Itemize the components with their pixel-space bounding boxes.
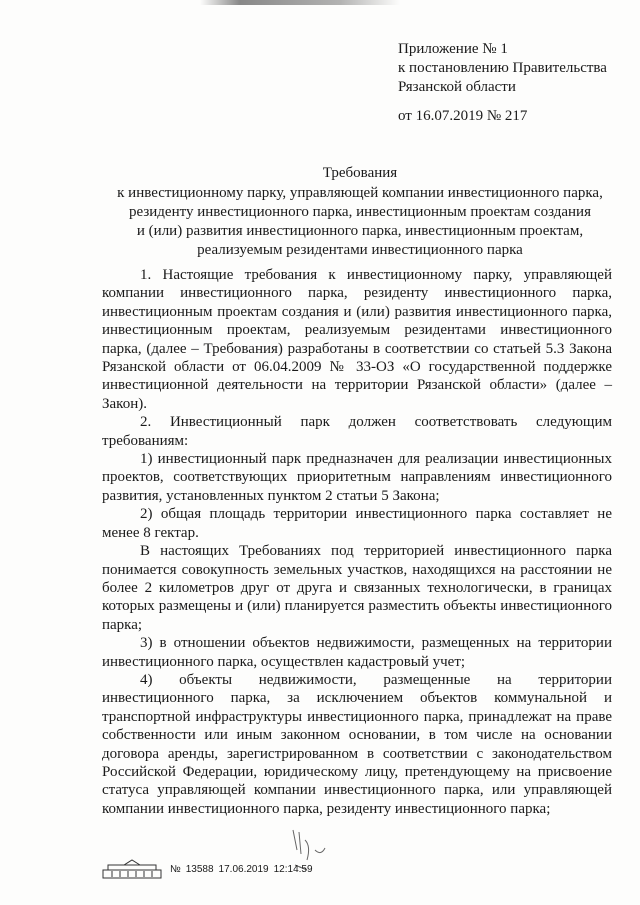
document-body (102, 266, 612, 818)
registration-number: 13588 (185, 863, 214, 875)
paragraph-6: 3) в отношении объектов недвижимости, размещенных на территории инвестиционного парка, осуществлен кадастровый учет; (102, 635, 612, 670)
attachment-header (398, 40, 607, 126)
attachment-date-number: от 16.07.2019 № 217 (398, 108, 528, 124)
title-sub-2: резиденту инвестиционного парка, инвестиционным проектам создания (129, 204, 591, 220)
attachment-line-1: Приложение № 1 (398, 41, 508, 57)
registration-date: 17.06.2019 (218, 863, 269, 875)
paragraph-1: 1. Настоящие требования к инвестиционному парку, управляющей компании инвестиционного парка, резиденту инвестиционного парка, инвестиционным проектам создания и (или) развития инвестиционного парка, инвестиционным проектам, реализуемым резидентами инвестиционного парка, (далее – Требования) разработаны в соответствии со статьей 5.3 Закона Рязанской области от 06.04.2009 № 33-ОЗ «О государственной поддержке инвестиционной деятельности на территории Рязанской области» (далее – Закон). (102, 267, 612, 412)
number-sign: № (170, 863, 181, 875)
title-sub-1: к инвестиционному парку, управляющей компании инвестиционного парка, (117, 185, 603, 201)
paragraph-5: В настоящих Требованиях под территорией инвестиционного парка понимается совокупность земельных участков, находящихся на расстоянии не более 2 километров друг от друга и связанных технологически, в границах которых размещены и (или) планируется разместить объекты инвестиционного парка; (102, 543, 612, 633)
title-sub-3: и (или) развития инвестиционного парка, инвестиционным проектам, (136, 223, 584, 239)
registration-info (170, 864, 318, 875)
attachment-line-3: Рязанской области (398, 79, 516, 95)
paragraph-7: 4) объекты недвижимости, размещенные на территории инвестиционного парка, за исключением объектов коммунальной и транспортной инфраструктуры инвестиционного парка, принадлежат на праве собственности или иным законном основании, в том числе на основании договора аренды, зарегистрированном в соответствии с законодательством Российской Федерации, юридическому лицу, претендующему на присвоение статуса управляющей компании инвестиционного парка, или управляющей компании инвестиционного парка, резиденту инвестиционного парка; (102, 671, 612, 817)
paragraph-4: 2) общая площадь территории инвестиционного парка составляет не менее 8 гектар. (102, 506, 612, 541)
building-stamp-icon (102, 859, 162, 879)
title-sub-4: реализуемым резидентами инвестиционного парка (197, 242, 523, 258)
document-title (60, 164, 640, 260)
registration-footer (102, 858, 318, 880)
attachment-line-2: к постановлению Правительства (398, 60, 607, 76)
scan-artifact (200, 0, 400, 5)
title-main: Требования (322, 165, 398, 181)
registration-time: 12:14:59 (273, 863, 313, 875)
paragraph-2: 2. Инвестиционный парк должен соответствовать следующим требованиям: (102, 414, 612, 449)
paragraph-3: 1) инвестиционный парк предназначен для реализации инвестиционных проектов, соответствующих приоритетным направлениям инвестиционного развития, установленных пунктом 2 статьи 5 Закона; (102, 451, 612, 504)
